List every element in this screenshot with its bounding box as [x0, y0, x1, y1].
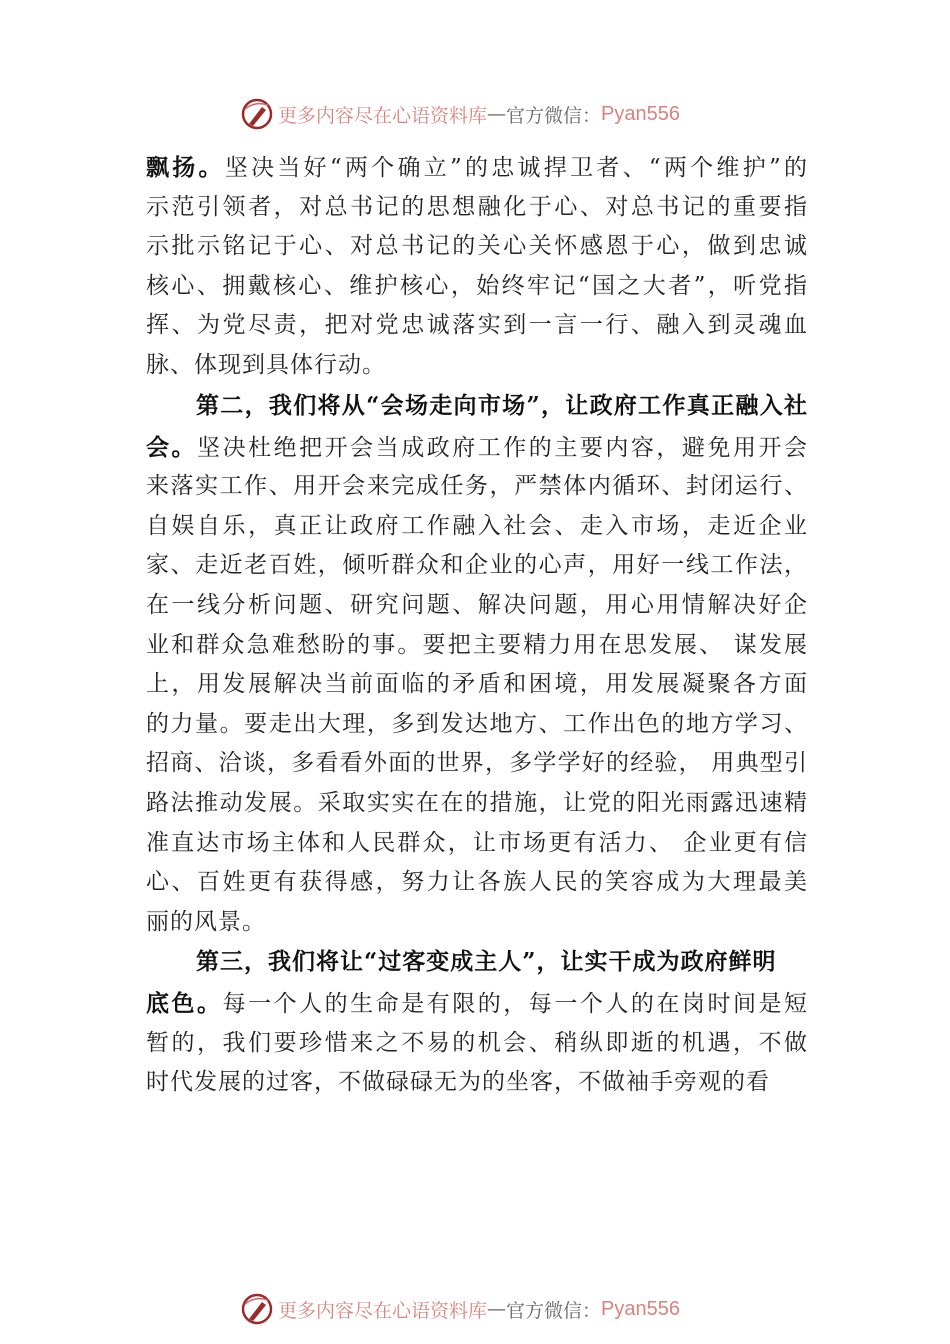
paragraph-line	[146, 705, 808, 745]
line-text: 暂的，我们要珍惜来之不易的机会、稍纵即逝的机遇，不做	[146, 1029, 808, 1056]
paragraph-line	[146, 267, 808, 307]
section-heading-line	[146, 942, 808, 984]
section-heading-line	[146, 386, 808, 428]
footer-watermark-banner	[240, 1291, 720, 1327]
line-text: 在一线分析问题、研究问题、解决问题，用心用情解决好企	[146, 591, 808, 618]
bold-lead-text: 底色。	[146, 990, 223, 1018]
line-text: 丽的风景。	[146, 908, 266, 935]
paragraph-line	[146, 903, 808, 943]
paragraph-line	[146, 227, 808, 267]
line-text: 上，用发展解决当前面临的矛盾和困境，用发展凝聚各方面	[146, 671, 808, 698]
paragraph-line	[146, 306, 808, 346]
paragraph-line	[146, 148, 808, 188]
line-text: 示范引领者，对总书记的思想融化于心、对总书记的重要指	[146, 193, 808, 220]
line-text: 家、走近老百姓，倾听群众和企业的心声，用好一线工作法，	[146, 552, 808, 579]
paragraph-line	[146, 188, 808, 228]
paragraph-line	[146, 626, 808, 666]
banner-dash: —	[487, 1298, 507, 1320]
bold-lead-text: 第二，我们将从“会场走向市场”，让政府工作真正融入社	[196, 391, 808, 419]
line-text: 心、百姓更有获得感，努力让各族人民的笑容成为大理最美	[146, 869, 808, 896]
line-text: 示批示铭记于心、对总书记的关心关怀感恩于心，做到忠诚	[146, 233, 808, 260]
line-text: 坚决杜绝把开会当成政府工作的主要内容，避免用开会	[197, 434, 809, 461]
banner-brand-text: 更多内容尽在心语资料库	[278, 104, 488, 127]
line-text: 业和群众急难愁盼的事。要把主要精力用在思发展、 谋发展	[146, 631, 808, 658]
banner-wechat-id: Pyan556	[601, 102, 680, 125]
paragraph-line	[146, 984, 808, 1024]
document-body	[146, 148, 808, 1103]
line-text: 准直达市场主体和人民群众，让市场更有活力、 企业更有信	[146, 829, 808, 856]
paragraph-line	[146, 507, 808, 547]
line-text: 挥、为党尽责，把对党忠诚落实到一言一行、融入到灵魂血	[146, 312, 808, 339]
paragraph-line	[146, 346, 808, 386]
banner-brand-text: 更多内容尽在心语资料库	[278, 1299, 488, 1322]
bold-lead-text: 会。	[146, 433, 198, 461]
pen-logo-icon	[240, 97, 274, 131]
paragraph-line	[146, 744, 808, 784]
paragraph-line	[146, 467, 808, 507]
line-text: 核心、拥戴核心、维护核心，始终牢记“国之大者”，听党指	[146, 272, 808, 299]
banner-dash: —	[487, 103, 507, 125]
paragraph-line	[146, 546, 808, 586]
pen-logo-icon	[240, 1292, 274, 1326]
line-text: 路法推动发展。采取实实在在的措施，让党的阳光雨露迅速精	[146, 789, 808, 816]
bold-lead-text: 第三，我们将让“过客变成主人”，让实干成为政府鲜明	[196, 948, 777, 976]
line-text: 的力量。要走出大理，多到发达地方、工作出色的地方学习、	[146, 710, 808, 737]
banner-wechat-label: 官方微信：	[506, 1299, 602, 1322]
banner-wechat-label: 官方微信：	[506, 104, 602, 127]
line-text: 坚决当好“两个确立”的忠诚捍卫者、“两个维护”的	[224, 155, 808, 181]
bold-lead-text: 飘扬。	[146, 154, 225, 181]
banner-wechat-id: Pyan556	[601, 1297, 680, 1320]
line-text: 招商、洽谈，多看看外面的世界，多学学好的经验， 用典型引	[146, 750, 808, 777]
line-text: 时代发展的过客，不做碌碌无为的坐客，不做袖手旁观的看	[146, 1069, 770, 1096]
line-text: 每一个人的生命是有限的，每一个人的在岗时间是短	[222, 991, 809, 1018]
line-text: 脉、体现到具体行动。	[146, 351, 386, 378]
header-watermark-banner	[240, 96, 720, 132]
paragraph-line	[146, 1063, 808, 1103]
paragraph-line	[146, 1024, 808, 1064]
line-text: 来落实工作、用开会来完成任务，严禁体内循环、封闭运行、	[146, 473, 808, 500]
paragraph-line	[146, 784, 808, 824]
paragraph-line	[146, 586, 808, 626]
line-text: 自娱自乐，真正让政府工作融入社会、走入市场，走近企业	[146, 512, 808, 539]
paragraph-line	[146, 665, 808, 705]
paragraph-line	[146, 428, 808, 468]
paragraph-line	[146, 824, 808, 864]
paragraph-line	[146, 863, 808, 903]
